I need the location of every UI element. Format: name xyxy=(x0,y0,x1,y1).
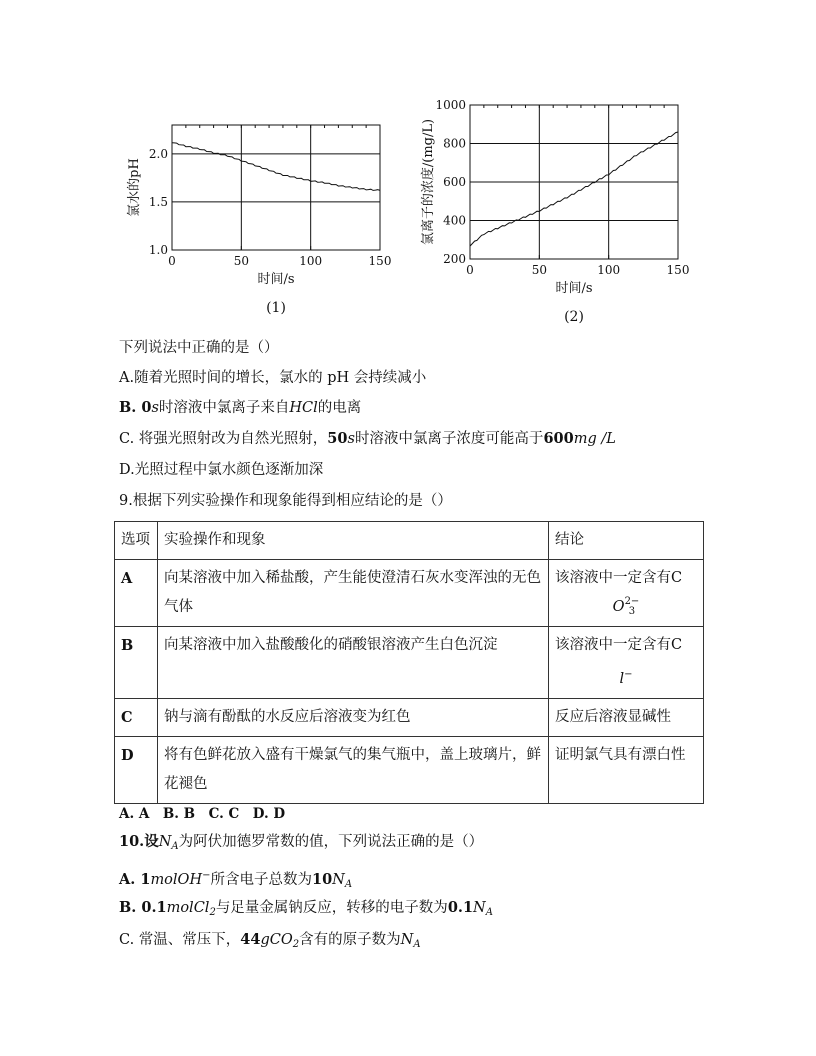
row-c-conclusion: 反应后溶液显碱性 xyxy=(549,699,704,737)
chart-chloride-svg xyxy=(412,95,712,332)
row-a-option: A xyxy=(115,560,158,627)
plot-frame xyxy=(172,125,380,250)
q10-b-sub2: A xyxy=(485,907,493,918)
y-tick-label: 1000 xyxy=(435,98,466,112)
row-b-conclusion: 该溶液中一定含有C l− xyxy=(549,627,704,699)
x-axis-label: 时间/s xyxy=(257,272,295,287)
q10-c-pre: C. 常温、常压下， xyxy=(119,932,241,948)
header-conclusion: 结论 xyxy=(549,522,704,560)
q10-stem xyxy=(119,832,483,857)
q8-stem: 下列说法中正确的是（） xyxy=(119,340,279,356)
q8-b-pre: B. 0 xyxy=(119,399,152,416)
y-tick-label: 1.5 xyxy=(148,194,168,209)
row-a-operation: 向某溶液中加入稀盐酸，产生能使澄清石灰水变浑浊的无色气体 xyxy=(158,560,549,627)
q8-c-it1: s xyxy=(347,431,355,447)
row-d-option: D xyxy=(115,737,158,804)
q10-option-b xyxy=(119,898,493,923)
chart-chloride xyxy=(412,95,712,336)
row-b-operation: 向某溶液中加入盐酸酸化的硝酸银溶液产生白色沉淀 xyxy=(158,627,549,699)
table-row xyxy=(115,560,704,627)
q10-stem-sub: A xyxy=(171,841,179,852)
q8-b-it2: HCl xyxy=(289,400,318,416)
y-tick-label: 200 xyxy=(443,252,466,266)
q10-c-sub1: 2 xyxy=(292,939,300,950)
y-axis-label: 氯水的pH xyxy=(127,158,142,217)
table-row xyxy=(115,627,704,699)
x-tick-label: 50 xyxy=(233,254,249,268)
row-a-conclusion: 该溶液中一定含有C O 2− 3 xyxy=(549,560,704,627)
q10-a-mid: 所含电子总数为 xyxy=(210,872,312,888)
q8-c-b1: 50 xyxy=(327,430,348,447)
series-line xyxy=(470,132,678,246)
q10-a-sub: A xyxy=(344,879,353,890)
q9-stem: 9.根据下列实验操作和现象能得到相应结论的是（） xyxy=(119,493,452,509)
q8-option-b xyxy=(119,398,361,418)
q10-c-b: 44 xyxy=(240,931,261,948)
q10-a-na: N xyxy=(332,872,345,888)
q8-c-b2: 600 xyxy=(543,430,574,447)
q10-b-pre: B. 0.1 xyxy=(119,899,167,916)
q10-a-sup: − xyxy=(202,870,211,881)
q10-a-it: molOH xyxy=(150,872,203,888)
header-option: 选项 xyxy=(115,522,158,560)
q8-option-c xyxy=(119,429,616,449)
q10-a-b: 10 xyxy=(311,871,333,888)
q8-option-a: A.随着光照时间的增长，氯水的 pH 会持续减小 xyxy=(119,370,427,386)
q10-c-mid: 含有的原子数为 xyxy=(299,932,401,948)
y-tick-label: 600 xyxy=(443,175,466,189)
q8-b-it1: s xyxy=(151,400,159,416)
q8-c-mid: 时溶液中氯离子浓度可能高于 xyxy=(354,431,544,447)
q8-option-d: D.光照过程中氯水颜色逐渐加深 xyxy=(119,462,324,478)
q10-b-na: N xyxy=(473,900,486,916)
y-axis-label: 氯离子的浓度/(mg/L) xyxy=(421,118,436,246)
chart-ph-svg xyxy=(120,110,400,332)
x-tick-label: 150 xyxy=(368,254,392,268)
row-c-option: C xyxy=(115,699,158,737)
q10-b-it: molCl xyxy=(166,900,210,916)
y-tick-label: 800 xyxy=(443,136,466,151)
row-c-operation: 钠与滴有酚酞的水反应后溶液变为红色 xyxy=(158,699,549,737)
q8-b-post: 的电离 xyxy=(317,400,362,416)
x-axis-label: 时间/s xyxy=(555,281,593,296)
q8-b-mid: 时溶液中氯离子来自 xyxy=(158,400,290,416)
y-tick-label: 2.0 xyxy=(148,146,168,161)
row-d-operation: 将有色鲜花放入盛有干燥氯气的集气瓶中，盖上玻璃片，鲜花褪色 xyxy=(158,737,549,804)
q10-stem-na: N xyxy=(158,834,172,850)
q10-option-a xyxy=(119,866,352,895)
x-tick-label: 0 xyxy=(466,263,474,277)
q9-choices: A. A B. B C. C D. D xyxy=(119,806,286,822)
row-d-conclusion: 证明氯气具有漂白性 xyxy=(549,737,704,804)
q10-stem-pre: 10.设 xyxy=(119,833,159,850)
chart-caption: (1) xyxy=(266,300,286,316)
x-tick-label: 50 xyxy=(531,263,547,277)
y-tick-label: 400 xyxy=(443,213,466,228)
x-tick-label: 150 xyxy=(666,263,690,277)
x-tick-label: 100 xyxy=(299,254,323,268)
q10-c-it: gCO xyxy=(260,932,293,948)
header-operation: 实验操作和现象 xyxy=(158,522,549,560)
series-line xyxy=(172,143,380,191)
q10-b-mid: 与足量金属钠反应，转移的电子数为 xyxy=(215,900,448,916)
q10-b-b: 0.1 xyxy=(447,899,474,916)
chart-ph xyxy=(120,110,400,336)
q10-b-sub1: 2 xyxy=(209,907,216,918)
row-b-option: B xyxy=(115,627,158,699)
table-row xyxy=(115,737,704,804)
x-tick-label: 0 xyxy=(168,254,176,268)
q9-table xyxy=(114,521,704,804)
chart-caption: (2) xyxy=(564,309,584,325)
q8-c-pre: C. 将强光照射改为自然光照射， xyxy=(119,431,328,447)
q10-c-sub2: A xyxy=(413,939,421,950)
y-tick-label: 1.0 xyxy=(148,243,168,257)
q10-stem-post: 为阿伏加德罗常数的值，下列说法正确的是（） xyxy=(178,834,484,850)
q10-a-pre: A. 1 xyxy=(119,871,151,888)
x-tick-label: 100 xyxy=(597,263,621,277)
table-row xyxy=(115,699,704,737)
q8-c-it2: mg /L xyxy=(573,431,616,447)
q10-c-na: N xyxy=(400,932,414,948)
table-header-row xyxy=(115,522,704,560)
q10-option-c xyxy=(119,930,421,955)
